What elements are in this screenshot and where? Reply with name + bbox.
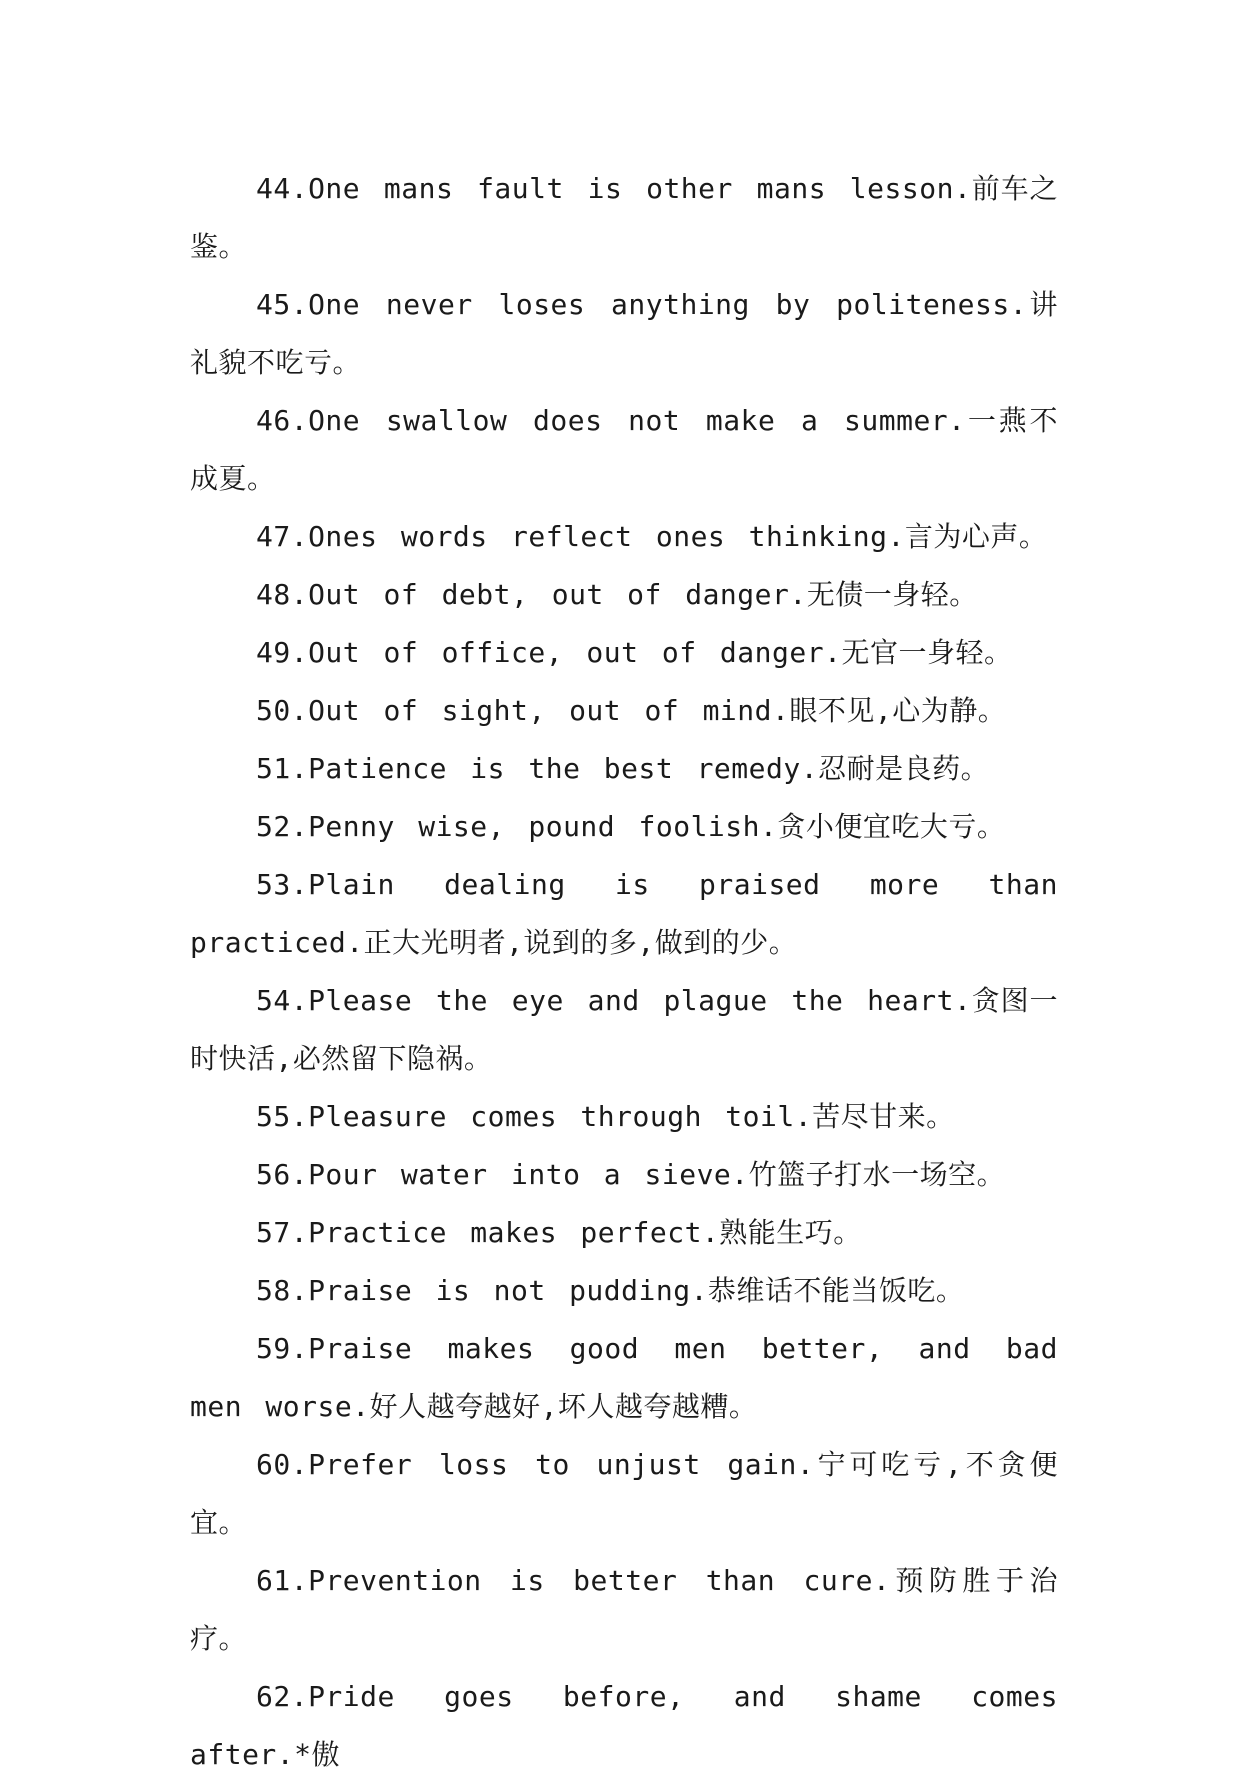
proverb-entry-56: 56.Pour water into a sieve.竹篮子打水一场空。 <box>256 1158 1006 1191</box>
proverb-entry-55: 55.Pleasure comes through toil.苦尽甘来。 <box>256 1100 955 1133</box>
proverb-entry-54: 54.Please the eye and plague the heart.贪图一时快活,必然留下隐祸。 <box>190 984 1058 1075</box>
proverb-entry-60: 60.Prefer loss to unjust gain.宁可吃亏,不贪便宜。 <box>190 1448 1058 1539</box>
proverb-entry-48: 48.Out of debt, out of danger.无债一身轻。 <box>256 578 978 611</box>
proverb-entry-45: 45.One never loses anything by politeness.讲礼貌不吃亏。 <box>190 288 1058 379</box>
proverb-entry-51: 51.Patience is the best remedy.忍耐是良药。 <box>256 752 990 785</box>
proverb-entry-47: 47.Ones words reflect ones thinking.言为心声。 <box>256 520 1048 553</box>
proverb-list <box>190 160 1058 1784</box>
proverb-entry-62: 62.Pride goes before, and shame comes after.*傲 <box>190 1680 1058 1771</box>
proverb-entry-44: 44.One mans fault is other mans lesson.前车之鉴。 <box>190 172 1058 263</box>
proverb-entry-52: 52.Penny wise, pound foolish.贪小便宜吃大亏。 <box>256 810 1006 843</box>
proverb-entry-50: 50.Out of sight, out of mind.眼不见,心为静。 <box>256 694 1007 727</box>
proverb-entry-59: 59.Praise makes good men better, and bad men worse.好人越夸越好,坏人越夸越糟。 <box>190 1332 1058 1423</box>
proverb-entry-57: 57.Practice makes perfect.熟能生巧。 <box>256 1216 862 1249</box>
proverb-entry-61: 61.Prevention is better than cure.预防胜于治疗。 <box>190 1564 1058 1655</box>
proverb-entry-46: 46.One swallow does not make a summer.一燕不成夏。 <box>190 404 1058 495</box>
proverb-entry-53: 53.Plain dealing is praised more than practiced.正大光明者,说到的多,做到的少。 <box>190 868 1058 959</box>
proverb-entry-58: 58.Praise is not pudding.恭维话不能当饭吃。 <box>256 1274 965 1307</box>
proverb-entry-49: 49.Out of office, out of danger.无官一身轻。 <box>256 636 1013 669</box>
